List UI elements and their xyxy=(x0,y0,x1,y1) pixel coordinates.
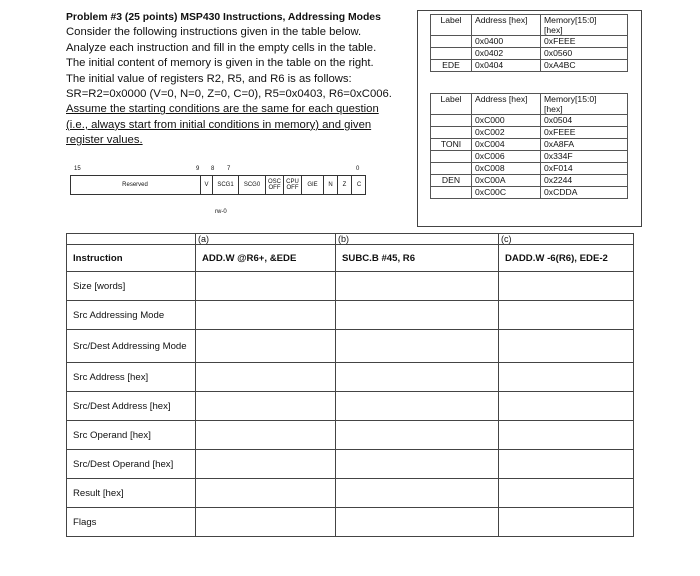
sr-field-gie: GIE xyxy=(301,175,323,195)
column-letter-b: (b) xyxy=(336,234,499,245)
memory-row: TONI 0xC004 0xA8FA xyxy=(431,139,628,151)
memory-header: Memory[15:0] [hex] xyxy=(541,94,628,115)
instruction-table xyxy=(66,233,634,537)
row-label-src-operand: Src Operand [hex] xyxy=(67,421,196,450)
bit-label: 15 xyxy=(74,166,81,172)
problem-line: SR=R2=0x0000 (V=0, N=0, Z=0, C=0), R5=0x0403, R6=0xC006. xyxy=(66,88,392,101)
sr-field-n: N xyxy=(323,175,337,195)
address-header: Address [hex] xyxy=(472,15,541,36)
memory-row: 0xC000 0x0504 xyxy=(431,115,628,127)
bit-label: 9 xyxy=(196,166,200,172)
answer-cell[interactable] xyxy=(336,301,499,330)
answer-cell[interactable] xyxy=(499,479,634,508)
sr-field-z: Z xyxy=(337,175,351,195)
status-register-diagram xyxy=(70,166,368,218)
row-label-src-mode: Src Addressing Mode xyxy=(67,301,196,330)
sr-field-v: V xyxy=(200,175,212,195)
answer-cell[interactable] xyxy=(499,301,634,330)
answer-cell[interactable] xyxy=(196,421,336,450)
sr-field-reserved: Reserved xyxy=(122,181,148,188)
answer-cell[interactable] xyxy=(499,421,634,450)
memory-table-2 xyxy=(430,93,628,199)
problem-line: Analyze each instruction and fill in the empty cells in the table. xyxy=(66,41,377,54)
sr-field-scg1: SCG1 xyxy=(212,175,238,195)
problem-title: Problem #3 (25 points) MSP430 Instructions, Addressing Modes xyxy=(66,12,381,23)
answer-cell[interactable] xyxy=(336,330,499,363)
row-label-dest-operand: Src/Dest Operand [hex] xyxy=(67,450,196,479)
memory-table-1 xyxy=(430,14,628,72)
sr-field-c: C xyxy=(351,175,366,195)
answer-cell[interactable] xyxy=(336,272,499,301)
row-label-src-address: Src Address [hex] xyxy=(67,363,196,392)
answer-cell[interactable] xyxy=(499,450,634,479)
problem-assumption: register values. xyxy=(66,134,143,147)
answer-cell[interactable] xyxy=(196,479,336,508)
memory-row: 0xC008 0xF014 xyxy=(431,163,628,175)
memory-header: Memory[15:0] [hex] xyxy=(541,15,628,36)
answer-cell[interactable] xyxy=(196,330,336,363)
answer-cell[interactable] xyxy=(196,301,336,330)
problem-statement xyxy=(66,10,411,149)
instruction-b: SUBC.B #45, R6 xyxy=(336,245,499,272)
answer-cell[interactable] xyxy=(196,272,336,301)
answer-cell[interactable] xyxy=(196,363,336,392)
memory-row: EDE 0x0404 0xA4BC xyxy=(431,60,628,72)
answer-cell[interactable] xyxy=(499,272,634,301)
problem-assumption: (i.e., always start from initial conditions in memory) and given xyxy=(66,118,372,131)
row-label-result: Result [hex] xyxy=(67,479,196,508)
bit-label: 7 xyxy=(227,166,231,172)
answer-cell[interactable] xyxy=(336,508,499,537)
answer-cell[interactable] xyxy=(336,392,499,421)
instruction-label: Instruction xyxy=(67,245,196,272)
sr-field-oscoff: OSC OFF xyxy=(265,175,283,195)
instruction-c: DADD.W -6(R6), EDE-2 xyxy=(499,245,634,272)
memory-row: 0x0400 0xFEEE xyxy=(431,36,628,48)
row-label-dest-address: Src/Dest Address [hex] xyxy=(67,392,196,421)
answer-cell[interactable] xyxy=(336,479,499,508)
answer-cell[interactable] xyxy=(196,508,336,537)
sr-field-cpuoff: CPU OFF xyxy=(283,175,301,195)
label-header: Label xyxy=(431,15,472,36)
rw-note: rw-0 xyxy=(215,209,227,215)
memory-row: 0xC006 0x334F xyxy=(431,151,628,163)
memory-row: 0x0402 0x0560 xyxy=(431,48,628,60)
answer-cell[interactable] xyxy=(336,450,499,479)
answer-cell[interactable] xyxy=(499,330,634,363)
memory-row: 0xC00C 0xCDDA xyxy=(431,187,628,199)
bit-label: 0 xyxy=(356,166,360,172)
memory-row: DEN 0xC00A 0x2244 xyxy=(431,175,628,187)
answer-cell[interactable] xyxy=(499,392,634,421)
label-header: Label xyxy=(431,94,472,115)
address-header: Address [hex] xyxy=(472,94,541,115)
answer-cell[interactable] xyxy=(336,363,499,392)
row-label-size: Size [words] xyxy=(67,272,196,301)
problem-line: The initial content of memory is given in the table on the right. xyxy=(66,57,374,70)
problem-line: The initial value of registers R2, R5, and R6 is as follows: xyxy=(66,72,352,85)
answer-cell[interactable] xyxy=(336,421,499,450)
row-label-flags: Flags xyxy=(67,508,196,537)
column-letter-a: (a) xyxy=(196,234,336,245)
answer-cell[interactable] xyxy=(499,363,634,392)
problem-line: Consider the following instructions given in the table below. xyxy=(66,26,362,39)
answer-cell[interactable] xyxy=(196,450,336,479)
bit-label: 8 xyxy=(211,166,215,172)
instruction-a: ADD.W @R6+, &EDE xyxy=(196,245,336,272)
row-label-dest-mode: Src/Dest Addressing Mode xyxy=(67,330,196,363)
sr-field-scg0: SCG0 xyxy=(238,175,265,195)
answer-cell[interactable] xyxy=(499,508,634,537)
answer-cell[interactable] xyxy=(196,392,336,421)
memory-row: 0xC002 0xFEEE xyxy=(431,127,628,139)
problem-assumption: Assume the starting conditions are the same for each question xyxy=(66,103,379,116)
column-letter-c: (c) xyxy=(499,234,634,245)
